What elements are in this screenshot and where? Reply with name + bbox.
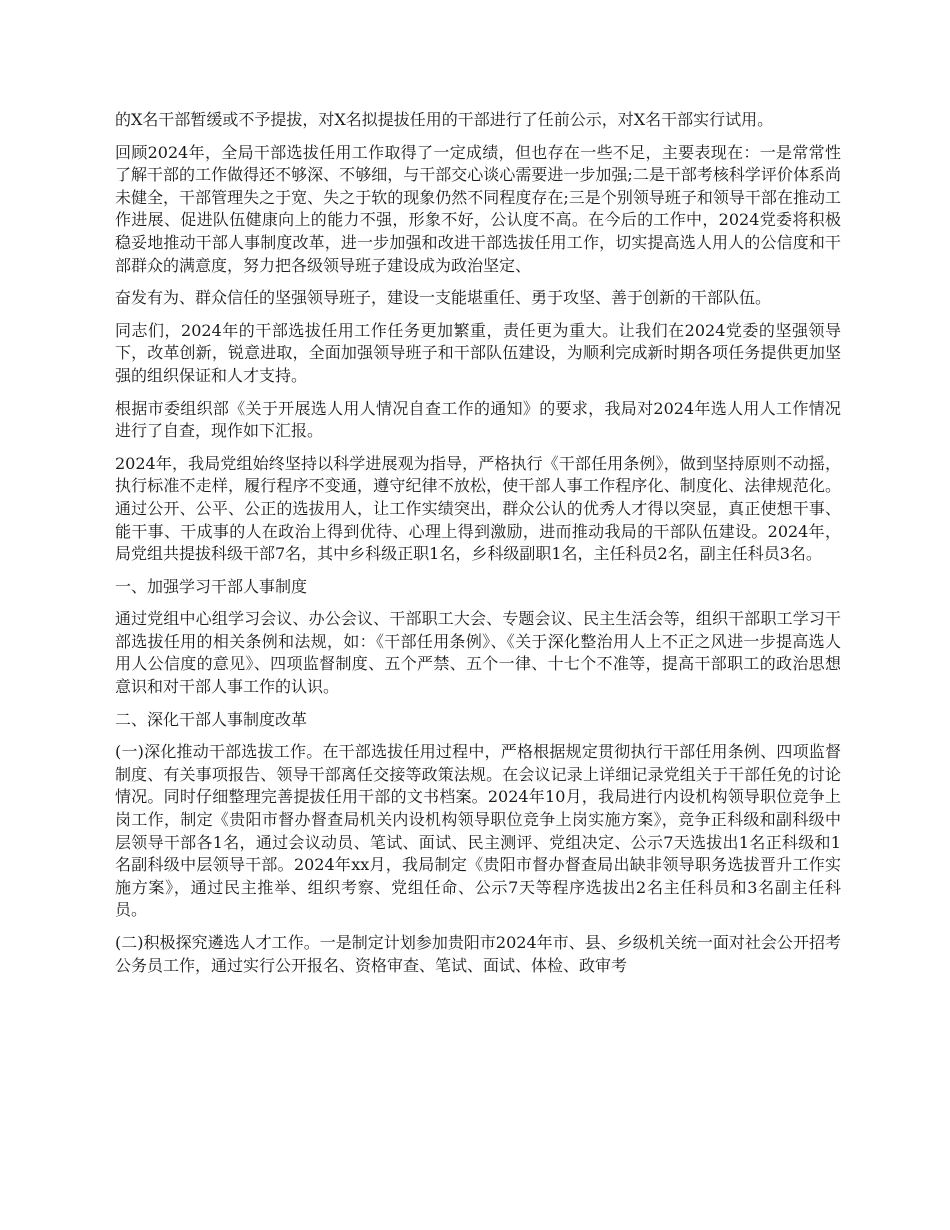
paragraph-5: 根据市委组织部《关于开展选人用人情况自查工作的通知》的要求，我局对2024年选人用人工作情况进行了自查，现作如下汇报。 (115, 398, 841, 441)
paragraph-9: (二)积极探究遴选人才工作。一是制定计划参加贵阳市2024年市、县、乡级机关统一面对社会公开招考公务员工作，通过实行公开报名、资格审查、笔试、面试、体检、政审考 (115, 933, 841, 975)
paragraph-2: 回顾2024年，全局干部选拔任用工作取得了一定成绩，但也存在一些不足，主要表现在：一是常常性了解干部的工作做得还不够深、不够细，与干部交心谈心需要进一步加强;二是干部考核科学评价体系尚未健全，干部管理失之于宽、失之于软的现象仍然不同程度存在;三是个别领导班子和领导干部在推动工作进展、促进队伍健康向上的能力不强，形象不好，公认度不高。在今后的工作中，2024党委将积极稳妥地推动干部人事制度改革，进一步加强和改进干部选拔任用工作，切实提高选人用人的公信度和干部群众的满意度，努力把各级领导班子建设成为政治坚定、 (115, 142, 841, 275)
paragraph-6: 2024年，我局党组始终坚持以科学进展观为指导，严格执行《干部任用条例》，做到坚持原则不动摇，执行标准不走样，履行程序不变通，遵守纪律不放松，使干部人事工作程序化、制度化、法律规范化。通过公开、公平、公正的选拔用人，让工作实绩突出，群众公认的优秀人才得以突显，真正使想干事、能干事、干成事的人在政治上得到优待、心理上得到激励，进而推动我局的干部队伍建设。2024年，局党组共提拔科级干部7名，其中乡科级正职1名，乡科级副职1名，主任科员2名，副主任科员3名。 (115, 453, 841, 564)
section-heading-2: 二、深化干部人事制度改革 (115, 709, 308, 729)
section-heading-1: 一、加强学习干部人事制度 (115, 576, 308, 596)
paragraph-4: 同志们，2024年的干部选拔任用工作任务更加繁重，责任更为重大。让我们在2024党委的坚强领导下，改革创新，锐意进取，全面加强领导班子和干部队伍建设，为顺利完成新时期各项任务提供更加坚强的组织保证和人才支持。 (115, 320, 841, 385)
paragraph-1: 的X名干部暂缓或不予提拔，对X名拟提拔任用的干部进行了任前公示，对X名干部实行试用。 (115, 110, 774, 129)
paragraph-8: (一)深化推动干部选拔工作。在干部选拔任用过程中，严格根据规定贯彻执行干部任用条例、四项监督制度、有关事项报告、领导干部离任交接等政策法规。在会议记录上详细记录党组关于干部任免的讨论情况。同时仔细整理完善提拔任用干部的文书档案。2024年10月，我局进行内设机构领导职位竞争上岗工作，制定《贵阳市督办督查局机关内设机构领导职位竞争上岗实施方案》，竞争正科级和副科级中层领导干部各1名，通过会议动员、笔试、面试、民主测评、党组决定、公示7天选拔出1名正科级和1名副科级中层领导干部。2024年xx月，我局制定《贵阳市督办督查局出缺非领导职务选拔晋升工作实施方案》，通过民主推举、组织考察、党组任命、公示7天等程序选拔出2名主任科员和3名副主任科员。 (115, 742, 841, 920)
paragraph-7: 通过党组中心组学习会议、办公会议、干部职工大会、专题会议、民主生活会等，组织干部职工学习干部选拔任用的相关条例和法规，如：《干部任用条例》、《关于深化整治用人上不正之风进一步提高选人用人公信度的意见》、四项监督制度、五个严禁、五个一律、十七个不准等，提高干部职工的政治思想意识和对干部人事工作的认识。 (115, 609, 841, 697)
document-body (115, 109, 841, 987)
paragraph-3: 奋发有为、群众信任的坚强领导班子，建设一支能堪重任、勇于攻坚、善于创新的干部队伍。 (115, 288, 772, 308)
